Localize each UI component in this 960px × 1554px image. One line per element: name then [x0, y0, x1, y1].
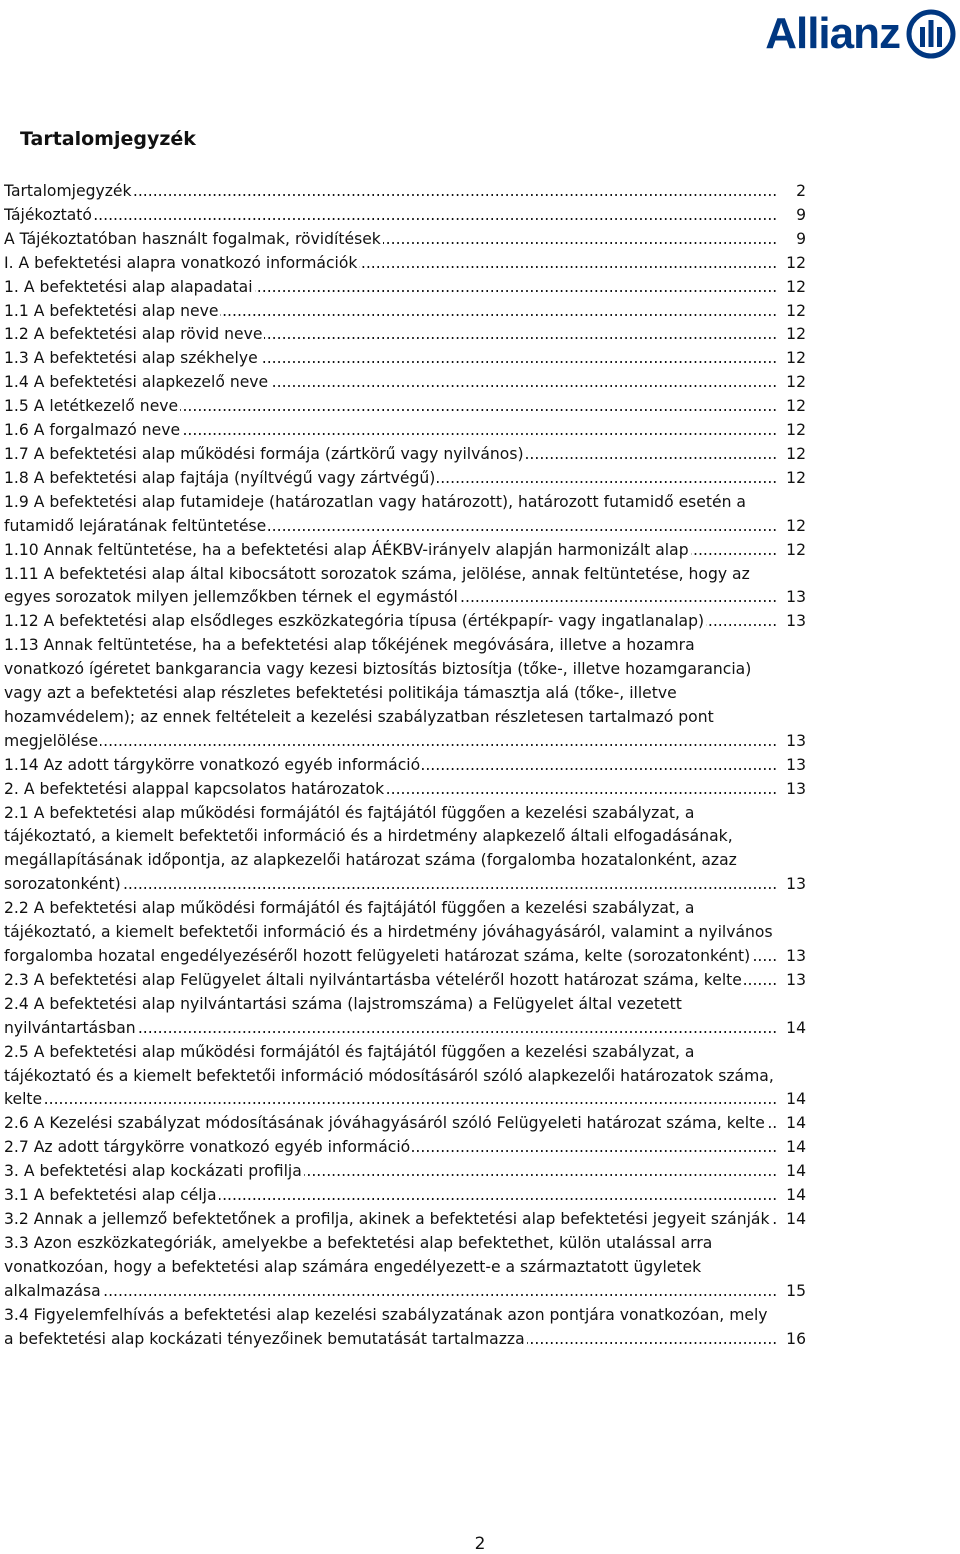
toc-entry-text: 1.12 A befektetési alap elsődleges eszközkategória típusa (értékpapír- vagy ingatlanalap) — [4, 612, 705, 631]
toc-entry-page: 12 — [778, 371, 806, 395]
toc-entry[interactable] — [4, 347, 806, 371]
toc-entry-page: 2 — [778, 180, 806, 204]
toc-entry-page: 12 — [778, 539, 806, 563]
toc-title: Tartalomjegyzék — [20, 128, 196, 150]
toc-entry[interactable] — [4, 204, 806, 228]
toc-entry-text: 3.4 Figyelemfelhívás a befektetési alap kezelési szabályzatának azon pontjára vonatkozóan, mely a befektetési alap kockázati tényezőinek bemutatását tartalmazza — [4, 1305, 768, 1348]
toc-entry[interactable] — [4, 1136, 806, 1160]
toc-entry-text: 2.5 A befektetési alap működési formájától és fajtájától függően a kezelési szabályzat, a tájékoztató és a kiemelt befektetői információ módosításáról szóló alapkezelői határozatok száma, kelte — [4, 1042, 774, 1109]
toc-entry-page: 16 — [778, 1328, 806, 1352]
toc-entry-page: 12 — [778, 323, 806, 347]
toc-entry-page: 15 — [778, 1280, 806, 1304]
table-of-contents — [4, 180, 806, 1351]
toc-entry-text: 1.1 A befektetési alap neve — [4, 301, 219, 320]
toc-entry-page: 9 — [778, 204, 806, 228]
toc-entry-page: 12 — [778, 443, 806, 467]
toc-entry-text: 1.14 Az adott tárgykörre vonatkozó egyéb információ — [4, 755, 421, 774]
toc-entry[interactable] — [4, 610, 806, 634]
toc-entry-text: 1.6 A forgalmazó neve — [4, 421, 181, 440]
toc-entry-page: 14 — [778, 1184, 806, 1208]
toc-entry-text: 1.11 A befektetési alap által kibocsátott sorozatok száma, jelölése, annak feltüntetése, hogy az egyes sorozatok milyen jellemzőkben térnek el egymástól — [4, 564, 750, 607]
toc-entry-page: 13 — [778, 586, 806, 610]
toc-entry-text: 2.1 A befektetési alap működési formájától és fajtájától függően a kezelési szabályzat, a tájékoztató, a kiemelt befektetői információ és a hirdetmény alapkezelő általi elfogadásának, megállapításának időpontja, az alapkezelői határozat száma (forgalomba hozatalonként, azaz sorozatonként) — [4, 803, 737, 894]
toc-entry[interactable] — [4, 778, 806, 802]
toc-entry-page: 12 — [778, 252, 806, 276]
toc-entry-text: 1.2 A befektetési alap rövid neve — [4, 325, 263, 344]
toc-entry[interactable] — [4, 993, 806, 1041]
toc-entry-page: 12 — [778, 395, 806, 419]
toc-entry[interactable] — [4, 1112, 806, 1136]
toc-entry[interactable] — [4, 1304, 806, 1352]
toc-entry-text: 2.7 Az adott tárgykörre vonatkozó egyéb információ — [4, 1138, 411, 1157]
toc-entry[interactable] — [4, 467, 806, 491]
toc-entry-text: Tájékoztató — [4, 205, 92, 224]
toc-entry-text: 1.8 A befektetési alap fajtája (nyíltvégű vagy zártvégű) — [4, 468, 436, 487]
toc-entry[interactable] — [4, 802, 806, 898]
toc-entry-page: 14 — [778, 1160, 806, 1184]
toc-entry-page: 12 — [778, 515, 806, 539]
allianz-logo — [765, 6, 956, 62]
toc-entry-page: 12 — [778, 347, 806, 371]
toc-entry[interactable] — [4, 228, 806, 252]
toc-entry-text: 2.4 A befektetési alap nyilvántartási száma (lajstromszáma) a Felügyelet által vezetett nyilvántartásban — [4, 994, 682, 1037]
toc-entry[interactable] — [4, 897, 806, 969]
toc-entry[interactable] — [4, 563, 806, 611]
toc-entry[interactable] — [4, 419, 806, 443]
toc-entry[interactable] — [4, 395, 806, 419]
toc-entry[interactable] — [4, 634, 806, 754]
page-number: 2 — [474, 1534, 486, 1554]
toc-entry-page: 13 — [778, 945, 806, 969]
toc-entry[interactable] — [4, 754, 806, 778]
toc-entry-text: 1.7 A befektetési alap működési formája (zártkörű vagy nyilvános) — [4, 444, 524, 463]
toc-entry-text: 2. A befektetési alappal kapcsolatos határozatok — [4, 779, 385, 798]
toc-entry-text: 1.10 Annak feltüntetése, ha a befektetési alap ÁÉKBV-irányelv alapján harmonizált alap — [4, 540, 689, 559]
toc-entry-text: 1.5 A letétkezelő neve — [4, 397, 179, 416]
toc-entry-page: 14 — [778, 1017, 806, 1041]
toc-entry-page: 13 — [778, 754, 806, 778]
toc-entry[interactable] — [4, 969, 806, 993]
toc-entry-page: 12 — [778, 467, 806, 491]
toc-entry[interactable] — [4, 1184, 806, 1208]
toc-entry[interactable] — [4, 539, 806, 563]
toc-entry-page: 14 — [778, 1136, 806, 1160]
toc-entry-page: 13 — [778, 873, 806, 897]
toc-entry-page: 13 — [778, 778, 806, 802]
toc-entry-text: 3.1 A befektetési alap célja — [4, 1186, 217, 1205]
toc-entry-text: Tartalomjegyzék — [4, 182, 132, 200]
toc-entry[interactable] — [4, 443, 806, 467]
allianz-eagle-icon — [906, 9, 956, 59]
toc-entry[interactable] — [4, 252, 806, 276]
toc-entry-text: A Tájékoztatóban használt fogalmak, rövidítések — [4, 229, 381, 248]
toc-entry-text: 2.6 A Kezelési szabályzat módosításának jóváhagyásáról szóló Felügyeleti határozat száma, kelte — [4, 1114, 765, 1133]
toc-entry-page: 12 — [778, 276, 806, 300]
toc-entry[interactable] — [4, 1041, 806, 1113]
toc-entry-text: 2.3 A befektetési alap Felügyelet általi nyilvántartásba vételéről hozott határozat száma, kelte — [4, 970, 742, 989]
toc-entry-text: I. A befektetési alapra vonatkozó információk — [4, 253, 358, 272]
toc-entry-page: 14 — [778, 1088, 806, 1112]
toc-entry-text: 1.3 A befektetési alap székhelye — [4, 349, 258, 368]
toc-entry-text: 3. A befektetési alap kockázati profilja — [4, 1162, 302, 1181]
toc-entry-page: 14 — [778, 1112, 806, 1136]
toc-entry[interactable] — [4, 276, 806, 300]
logo-wordmark: Allianz — [765, 9, 900, 58]
toc-entry[interactable] — [4, 300, 806, 324]
toc-entry[interactable] — [4, 180, 806, 204]
toc-entry[interactable] — [4, 491, 806, 539]
toc-entry-page: 12 — [778, 300, 806, 324]
toc-entry-text: 1.13 Annak feltüntetése, ha a befektetési alap tőkéjének megóvására, illetve a hozamra vonatkozó ígéretet bankgarancia vagy kezesi biztosítás biztosítja (tőke-, illetve hozamgarancia) vagy azt a befektetési alap részletes befektetési politikája támasztja alá (tőke-, illetve hozamvédelem); az ennek feltételeit a kezelési szabályzatban részletesen tartalmazó pont megjelölése — [4, 636, 752, 750]
toc-entry-page: 14 — [778, 1208, 806, 1232]
toc-entry-text: 1. A befektetési alap alapadatai — [4, 277, 253, 296]
toc-entry-page: 13 — [778, 730, 806, 754]
toc-entry-page: 13 — [778, 610, 806, 634]
toc-entry-text: 1.4 A befektetési alapkezelő neve — [4, 373, 269, 392]
toc-entry-page: 9 — [778, 228, 806, 252]
toc-entry-page: 13 — [778, 969, 806, 993]
toc-entry-text: 1.9 A befektetési alap futamideje (határozatlan vagy határozott), határozott futamidő esetén a futamidő lejáratának feltüntetése — [4, 492, 746, 535]
toc-entry[interactable] — [4, 371, 806, 395]
toc-entry[interactable] — [4, 1160, 806, 1184]
toc-entry-text: 3.2 Annak a jellemző befektetőnek a profilja, akinek a befektetési alap befektetési jegyeit szánják — [4, 1209, 770, 1228]
toc-entry-text: 2.2 A befektetési alap működési formájától és fajtájától függően a kezelési szabályzat, a tájékoztató, a kiemelt befektetői információ és a hirdetmény jóváhagyásáról, valamint a nyilvános forgalomba hozatal engedélyezéséről hozott felügyeleti határozat száma, kelte (sorozatonként) — [4, 899, 773, 965]
toc-entry-text: 3.3 Azon eszközkategóriák, amelyekbe a befektetési alap befektethet, külön utalással arra vonatkozóan, hogy a befektetési alap számára engedélyezett-e a származtatott ügyletek alkalmazása — [4, 1233, 713, 1300]
toc-entry[interactable] — [4, 1232, 806, 1304]
toc-entry[interactable] — [4, 323, 806, 347]
toc-entry-page: 12 — [778, 419, 806, 443]
toc-entry[interactable] — [4, 1208, 806, 1232]
